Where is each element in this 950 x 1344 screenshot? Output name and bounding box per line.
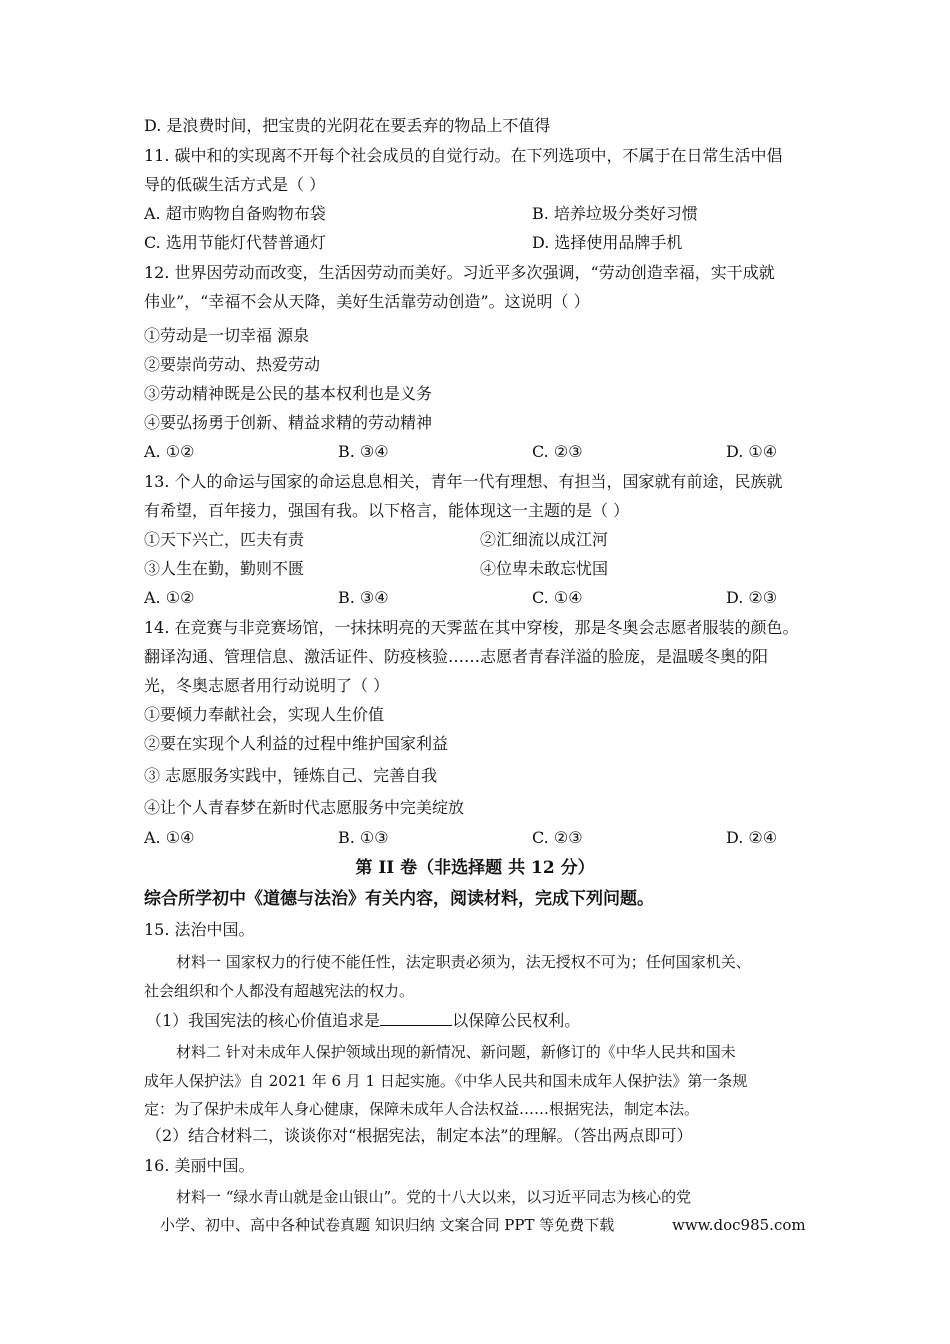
q13-item-2: ②汇细流以成江河 <box>480 530 609 549</box>
q16-material1-line1: 材料一 “绿水青山就是金山银山”。党的十八大以来，以习近平同志为核心的党 <box>176 1188 692 1206</box>
q14-item-2: ②要在实现个人利益的过程中维护国家利益 <box>144 734 449 753</box>
q15-material1-line1: 材料一 国家权力的行使不能任性，法定职责必须为，法无授权不可为；任何国家机关、 <box>176 953 751 971</box>
q13-item-1: ①天下兴亡，匹夫有责 <box>144 530 305 549</box>
q15-sub2: （2）结合材料二，谈谈你对“根据宪法，制定本法”的理解。（答出两点即可） <box>146 1126 693 1145</box>
q12-item-3: ③劳动精神既是公民的基本权利也是义务 <box>144 384 433 403</box>
q11-stem-line1: 11. 碳中和的实现离不开每个社会成员的自觉行动。在下列选项中，不属于在日常生活中倡 <box>144 146 783 165</box>
part2-instruction: 综合所学初中《道德与法治》有关内容，阅读材料，完成下列问题。 <box>144 889 654 909</box>
q15-material2-line2: 成年人保护法》自 2021 年 6 月 1 日起实施。《中华人民共和国未成年人保护法》第一条规 <box>144 1072 748 1090</box>
q13-option-c: C. ①④ <box>532 588 583 607</box>
q11-option-b: B. 培养垃圾分类好习惯 <box>532 204 698 223</box>
part2-title: 第 II 卷（非选择题 共 12 分） <box>355 858 595 878</box>
q15-material1-line2: 社会组织和个人都没有超越宪法的权力。 <box>144 982 415 1000</box>
q11-stem-line2: 导的低碳生活方式是（ ） <box>144 175 326 194</box>
footer-website[interactable]: www.doc985.com <box>672 1216 806 1234</box>
q13-stem-line2: 有希望，百年接力，强国有我。以下格言，能体现这一主题的是（ ） <box>144 501 630 520</box>
q13-item-3: ③人生在勤，勤则不匮 <box>144 559 305 578</box>
q12-item-4: ④要弘扬勇于创新、精益求精的劳动精神 <box>144 413 433 432</box>
q14-stem-line1: 14. 在竞赛与非竞赛场馆，一抹抹明亮的天霁蓝在其中穿梭，那是冬奥会志愿者服装的颜色。 <box>144 618 799 637</box>
q14-option-c: C. ②③ <box>532 828 583 847</box>
footer-text: 小学、初中、高中各种试卷真题 知识归纳 文案合同 PPT 等免费下载 <box>160 1216 615 1234</box>
q14-item-1: ①要倾力奉献社会，实现人生价值 <box>144 705 385 724</box>
q13-option-a: A. ①② <box>144 588 195 607</box>
q13-option-d: D. ②③ <box>726 588 778 607</box>
q10-option-d: D. 是浪费时间，把宝贵的光阴花在要丢弃的物品上不值得 <box>144 116 551 135</box>
q12-option-d: D. ①④ <box>726 442 778 461</box>
q14-option-a: A. ①④ <box>144 828 195 847</box>
q14-item-4: ④让个人青春梦在新时代志愿服务中完美绽放 <box>144 798 465 817</box>
q13-item-4: ④位卑未敢忘忧国 <box>480 559 609 578</box>
q12-option-c: C. ②③ <box>532 442 583 461</box>
q11-option-a: A. 超市购物自备购物布袋 <box>144 204 326 223</box>
q13-stem-line1: 13. 个人的命运与国家的命运息息相关，青年一代有理想、有担当，国家就有前途，民族就 <box>144 472 783 491</box>
q15-sub1 <box>146 1010 580 1032</box>
q15-material2-line1: 材料二 针对未成年人保护领域出现的新情况、新问题，新修订的《中华人民共和国未 <box>176 1043 736 1061</box>
q12-item-1: ①劳动是一切幸福 源泉 <box>144 326 310 345</box>
q12-option-b: B. ③④ <box>338 442 389 461</box>
q12-stem-line2: 伟业”，“幸福不会从天降，美好生活靠劳动创造”。这说明（ ） <box>144 292 590 311</box>
q11-option-d: D. 选择使用品牌手机 <box>532 233 683 252</box>
q12-item-2: ②要崇尚劳动、热爱劳动 <box>144 355 321 374</box>
q14-item-3: ③ 志愿服务实践中，锤炼自己、完善自我 <box>144 766 438 785</box>
q16-title: 16. 美丽中国。 <box>144 1156 255 1175</box>
q12-stem-line1: 12. 世界因劳动而改变，生活因劳动而美好。习近平多次强调，“劳动创造幸福，实干成就 <box>144 263 775 282</box>
q15-sub1-after: 以保障公民权利。 <box>452 1011 581 1030</box>
q15-title: 15. 法治中国。 <box>144 920 255 939</box>
q14-option-b: B. ①③ <box>338 828 389 847</box>
q15-sub1-before: （1）我国宪法的核心价值追求是 <box>146 1011 381 1030</box>
q14-stem-line2: 翻译沟通、管理信息、激活证件、防疫核验……志愿者青春洋溢的脸庞，是温暖冬奥的阳 <box>144 647 769 666</box>
q11-option-c: C. 选用节能灯代替普通灯 <box>144 233 326 252</box>
q15-material2-line3: 定：为了保护未成年人身心健康，保障未成年人合法权益……根据宪法，制定本法。 <box>144 1100 700 1118</box>
q15-sub1-blank <box>380 1011 452 1026</box>
q12-option-a: A. ①② <box>144 442 195 461</box>
q14-option-d: D. ②④ <box>726 828 778 847</box>
q13-option-b: B. ③④ <box>338 588 389 607</box>
q14-stem-line3: 光，冬奥志愿者用行动说明了（ ） <box>144 676 390 695</box>
